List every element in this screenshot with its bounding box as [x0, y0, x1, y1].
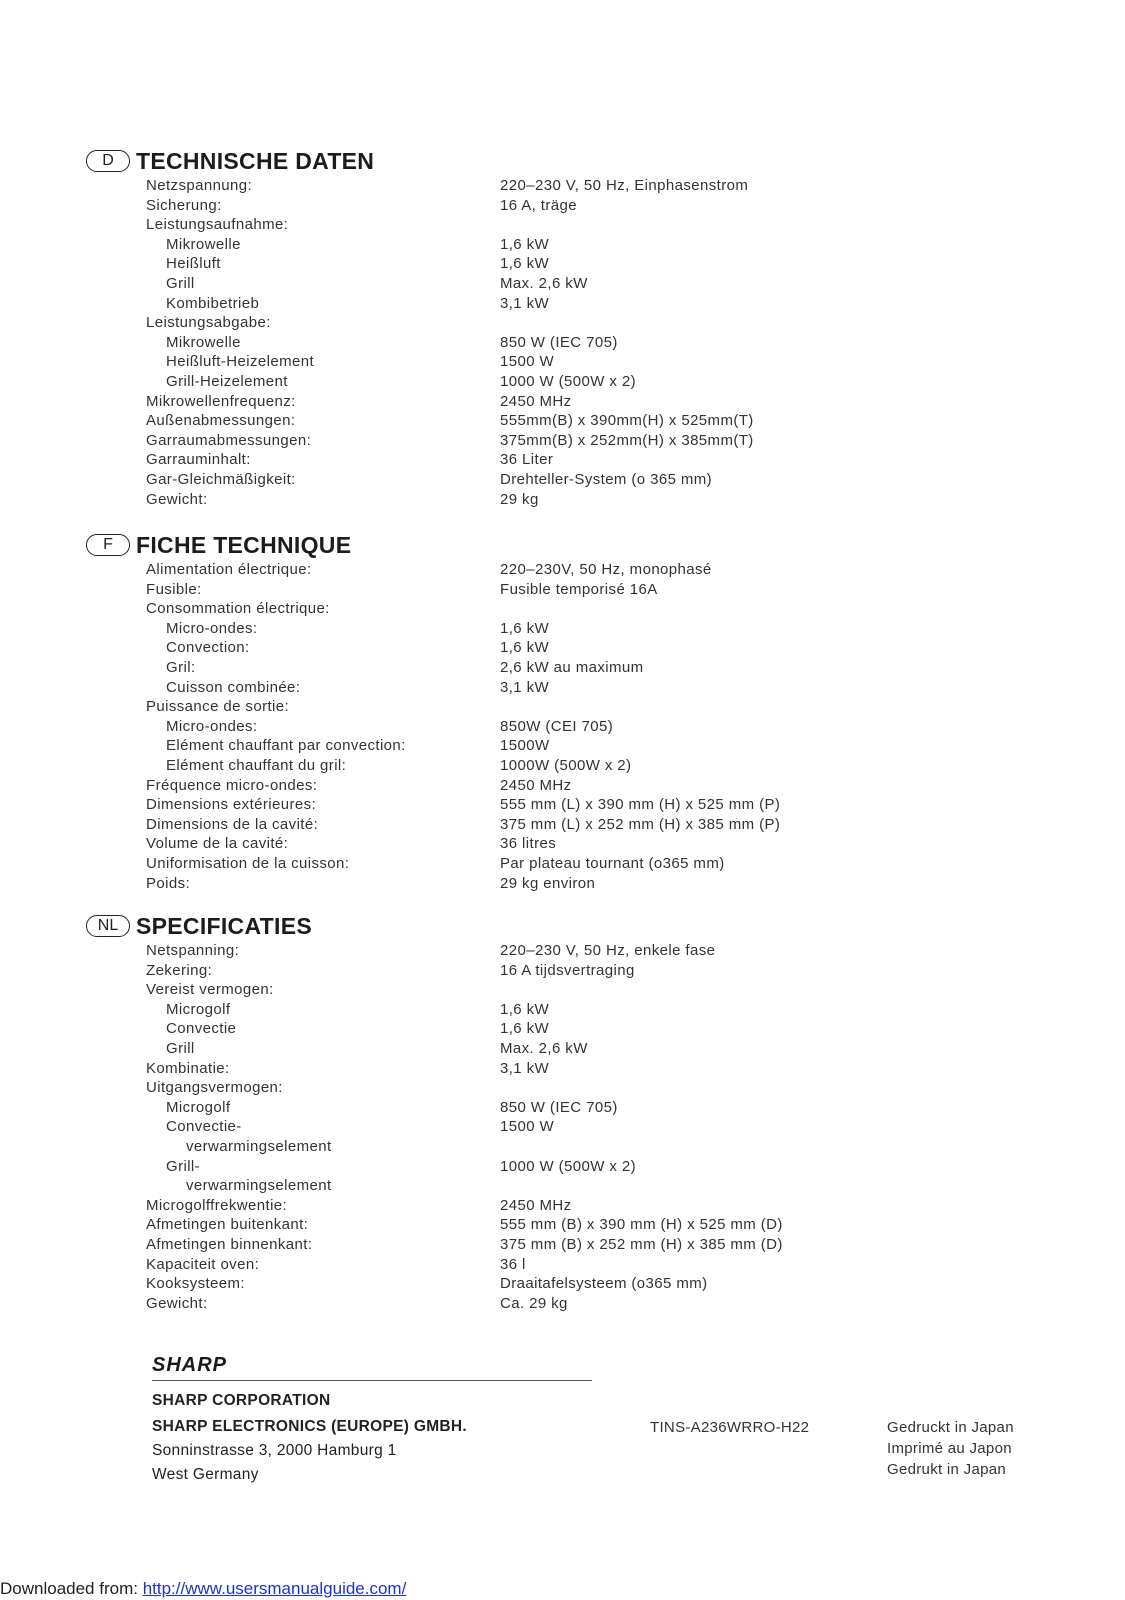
spec-label: Außenabmessungen:: [146, 412, 296, 430]
spec-row: [0, 941, 1125, 961]
spec-label: Mikrowelle: [166, 235, 241, 253]
spec-value: 850 W (IEC 705): [500, 333, 618, 351]
spec-row: [0, 254, 1125, 274]
spec-row: [0, 1137, 1125, 1157]
spec-value: Par plateau tournant (o365 mm): [500, 854, 725, 872]
language-code-badge: F: [86, 534, 130, 556]
download-link[interactable]: http://www.usersmanualguide.com/: [142, 1579, 407, 1598]
company-name: SHARP CORPORATION: [152, 1392, 331, 1409]
spec-label: Dimensions extérieures:: [146, 796, 317, 814]
spec-value: 1000 W (500W x 2): [500, 1157, 637, 1175]
spec-row: [0, 333, 1125, 353]
spec-value: 1500 W: [500, 353, 555, 371]
spec-value: Drehteller-System (o 365 mm): [500, 470, 713, 488]
language-code-badge: NL: [86, 915, 130, 937]
spec-value: 1000 W (500W x 2): [500, 372, 637, 390]
spec-row: [0, 678, 1125, 698]
spec-label: verwarmingselement: [186, 1177, 332, 1195]
spec-row: [0, 756, 1125, 776]
spec-value: 220–230 V, 50 Hz, enkele fase: [500, 942, 716, 959]
spec-label: Grill-: [166, 1157, 201, 1175]
spec-label: Gar-Gleichmäßigkeit:: [146, 470, 296, 488]
spec-label: Vereist vermogen:: [146, 981, 274, 999]
spec-rows: [0, 560, 1125, 893]
spec-label: Heißluft-Heizelement: [166, 353, 315, 371]
spec-row: [0, 961, 1125, 981]
language-code-badge: D: [86, 150, 130, 172]
spec-label: Alimentation électrique:: [146, 561, 312, 578]
spec-row: [0, 1255, 1125, 1275]
spec-value: 555 mm (B) x 390 mm (H) x 525 mm (D): [500, 1216, 783, 1234]
download-note: [0, 1579, 406, 1599]
spec-label: Puissance de sortie:: [146, 698, 290, 716]
section-header: [86, 530, 351, 560]
spec-label: Microgolf: [166, 1098, 231, 1116]
section-header: [86, 146, 374, 176]
section-title: TECHNISCHE DATEN: [136, 147, 375, 174]
spec-value: Ca. 29 kg: [500, 1294, 568, 1312]
spec-value: 220–230 V, 50 Hz, Einphasenstrom: [500, 177, 749, 194]
spec-row: [0, 235, 1125, 255]
spec-row: [0, 1000, 1125, 1020]
spec-value: 850 W (IEC 705): [500, 1098, 618, 1116]
spec-row: [0, 874, 1125, 894]
spec-row: [0, 580, 1125, 600]
spec-row: [0, 372, 1125, 392]
spec-label: Kapaciteit oven:: [146, 1255, 260, 1273]
spec-label: Afmetingen buitenkant:: [146, 1216, 309, 1234]
spec-value: Draaitafelsysteem (o365 mm): [500, 1275, 708, 1293]
spec-row: [0, 1039, 1125, 1059]
address-line-2: West Germany: [152, 1466, 259, 1483]
spec-label: Cuisson combinée:: [166, 678, 301, 696]
spec-label: Mikrowellenfrequenz:: [146, 392, 296, 410]
download-prefix: Downloaded from:: [0, 1579, 143, 1598]
spec-value: 3,1 kW: [500, 294, 550, 312]
spec-row: [0, 1274, 1125, 1294]
spec-label: Kombinatie:: [146, 1059, 230, 1077]
spec-label: Leistungsabgabe:: [146, 314, 271, 332]
spec-row: [0, 1235, 1125, 1255]
spec-label: Fréquence micro-ondes:: [146, 776, 318, 794]
spec-row: [0, 215, 1125, 235]
spec-row: [0, 176, 1125, 196]
document-code: TINS-A236WRRO-H22: [650, 1419, 810, 1436]
spec-value: 29 kg environ: [500, 874, 596, 892]
spec-label: Micro-ondes:: [166, 619, 258, 637]
spec-row: [0, 294, 1125, 314]
spec-value: 3,1 kW: [500, 678, 550, 696]
spec-label: Gewicht:: [146, 1294, 208, 1312]
spec-label: Convectie: [166, 1020, 237, 1038]
spec-label: Leistungsaufnahme:: [146, 216, 289, 234]
spec-label: Netzspannung:: [146, 177, 253, 194]
spec-row: [0, 854, 1125, 874]
section-title: SPECIFICATIES: [136, 912, 312, 939]
spec-value: 375mm(B) x 252mm(H) x 385mm(T): [500, 431, 754, 449]
spec-label: Volume de la cavité:: [146, 835, 289, 853]
spec-row: [0, 1215, 1125, 1235]
spec-value: 1500 W: [500, 1118, 555, 1136]
spec-rows: [0, 176, 1125, 509]
printed-in-fr: Imprimé au Japon: [887, 1440, 1012, 1457]
section-title: FICHE TECHNIQUE: [136, 531, 352, 558]
printed-in-nl: Gedrukt in Japan: [887, 1461, 1007, 1478]
spec-value: 36 l: [500, 1255, 526, 1273]
spec-row: [0, 658, 1125, 678]
spec-label: verwarmingselement: [186, 1137, 332, 1155]
spec-label: Elément chauffant du gril:: [166, 756, 347, 774]
spec-label: Heißluft: [166, 255, 221, 273]
sharp-logo: SHARP: [152, 1354, 228, 1376]
spec-label: Uniformisation de la cuisson:: [146, 854, 350, 872]
spec-label: Kooksysteem:: [146, 1275, 246, 1293]
section-header: [86, 911, 312, 941]
spec-row: [0, 815, 1125, 835]
spec-label: Gril:: [166, 658, 196, 676]
spec-label: Zekering:: [146, 961, 213, 979]
spec-label: Garrauminhalt:: [146, 451, 251, 469]
spec-row: [0, 834, 1125, 854]
spec-label: Mikrowelle: [166, 333, 241, 351]
spec-value: 1000W (500W x 2): [500, 756, 632, 774]
spec-row: [0, 736, 1125, 756]
spec-label: Fusible:: [146, 580, 202, 598]
spec-row: [0, 431, 1125, 451]
address-line-1: Sonninstrasse 3, 2000 Hamburg 1: [152, 1442, 397, 1459]
subsidiary-name: SHARP ELECTRONICS (EUROPE) GMBH.: [152, 1418, 468, 1435]
spec-value: 16 A tijdsvertraging: [500, 961, 635, 979]
spec-row: [0, 1157, 1125, 1177]
spec-row: [0, 1294, 1125, 1314]
spec-value: 1,6 kW: [500, 619, 550, 637]
spec-row: [0, 313, 1125, 333]
spec-row: [0, 1019, 1125, 1039]
spec-label: Microgolf: [166, 1000, 231, 1018]
spec-value: Max. 2,6 kW: [500, 1039, 588, 1057]
spec-row: [0, 697, 1125, 717]
spec-value: 1,6 kW: [500, 639, 550, 657]
spec-label: Garraumabmessungen:: [146, 431, 312, 449]
spec-row: [0, 638, 1125, 658]
spec-row: [0, 1059, 1125, 1079]
spec-value: 2450 MHz: [500, 392, 572, 410]
printed-in-de: Gedruckt in Japan: [887, 1419, 1014, 1436]
spec-label: Gewicht:: [146, 490, 208, 508]
spec-row: [0, 1078, 1125, 1098]
spec-label: Microgolffrekwentie:: [146, 1196, 288, 1214]
spec-row: [0, 717, 1125, 737]
spec-row: [0, 560, 1125, 580]
spec-value: 555 mm (L) x 390 mm (H) x 525 mm (P): [500, 796, 781, 814]
spec-row: [0, 411, 1125, 431]
spec-value: 2,6 kW au maximum: [500, 658, 644, 676]
spec-label: Micro-ondes:: [166, 717, 258, 735]
spec-row: [0, 619, 1125, 639]
spec-row: [0, 352, 1125, 372]
spec-row: [0, 1176, 1125, 1196]
spec-label: Elément chauffant par convection:: [166, 737, 406, 755]
spec-row: [0, 980, 1125, 1000]
spec-value: 3,1 kW: [500, 1059, 550, 1077]
spec-value: 1,6 kW: [500, 235, 550, 253]
spec-value: 2450 MHz: [500, 776, 572, 794]
spec-value: 36 Liter: [500, 451, 554, 469]
spec-label: Dimensions de la cavité:: [146, 815, 319, 833]
spec-row: [0, 196, 1125, 216]
spec-row: [0, 470, 1125, 490]
spec-value: 36 litres: [500, 835, 557, 853]
spec-value: 2450 MHz: [500, 1196, 572, 1214]
spec-label: Netspanning:: [146, 942, 240, 959]
spec-label: Grill: [166, 274, 195, 292]
footer-divider: [152, 1380, 592, 1381]
spec-label: Convectie-: [166, 1118, 242, 1136]
spec-row: [0, 490, 1125, 510]
spec-label: Sicherung:: [146, 196, 222, 214]
spec-value: 1,6 kW: [500, 255, 550, 273]
spec-row: [0, 1098, 1125, 1118]
spec-label: Grill-Heizelement: [166, 372, 288, 390]
spec-value: 29 kg: [500, 490, 539, 508]
spec-value: 375 mm (L) x 252 mm (H) x 385 mm (P): [500, 815, 781, 833]
spec-label: Convection:: [166, 639, 250, 657]
spec-row: [0, 392, 1125, 412]
spec-label: Kombibetrieb: [166, 294, 260, 312]
spec-row: [0, 599, 1125, 619]
spec-value: 375 mm (B) x 252 mm (H) x 385 mm (D): [500, 1235, 783, 1253]
spec-row: [0, 776, 1125, 796]
spec-value: 16 A, träge: [500, 196, 577, 214]
spec-value: 1,6 kW: [500, 1020, 550, 1038]
spec-value: 220–230V, 50 Hz, monophasé: [500, 561, 712, 578]
spec-label: Consommation électrique:: [146, 600, 330, 618]
spec-value: 1,6 kW: [500, 1000, 550, 1018]
spec-value: 1500W: [500, 737, 550, 755]
spec-row: [0, 795, 1125, 815]
spec-value: 555mm(B) x 390mm(H) x 525mm(T): [500, 412, 754, 430]
spec-rows: [0, 941, 1125, 1313]
spec-row: [0, 274, 1125, 294]
spec-label: Grill: [166, 1039, 195, 1057]
spec-label: Uitgangsvermogen:: [146, 1079, 283, 1097]
spec-label: Afmetingen binnenkant:: [146, 1235, 313, 1253]
spec-value: Fusible temporisé 16A: [500, 580, 658, 598]
spec-label: Poids:: [146, 874, 191, 892]
spec-row: [0, 1117, 1125, 1137]
spec-row: [0, 1196, 1125, 1216]
spec-value: Max. 2,6 kW: [500, 274, 588, 292]
spec-row: [0, 450, 1125, 470]
spec-value: 850W (CEI 705): [500, 717, 614, 735]
